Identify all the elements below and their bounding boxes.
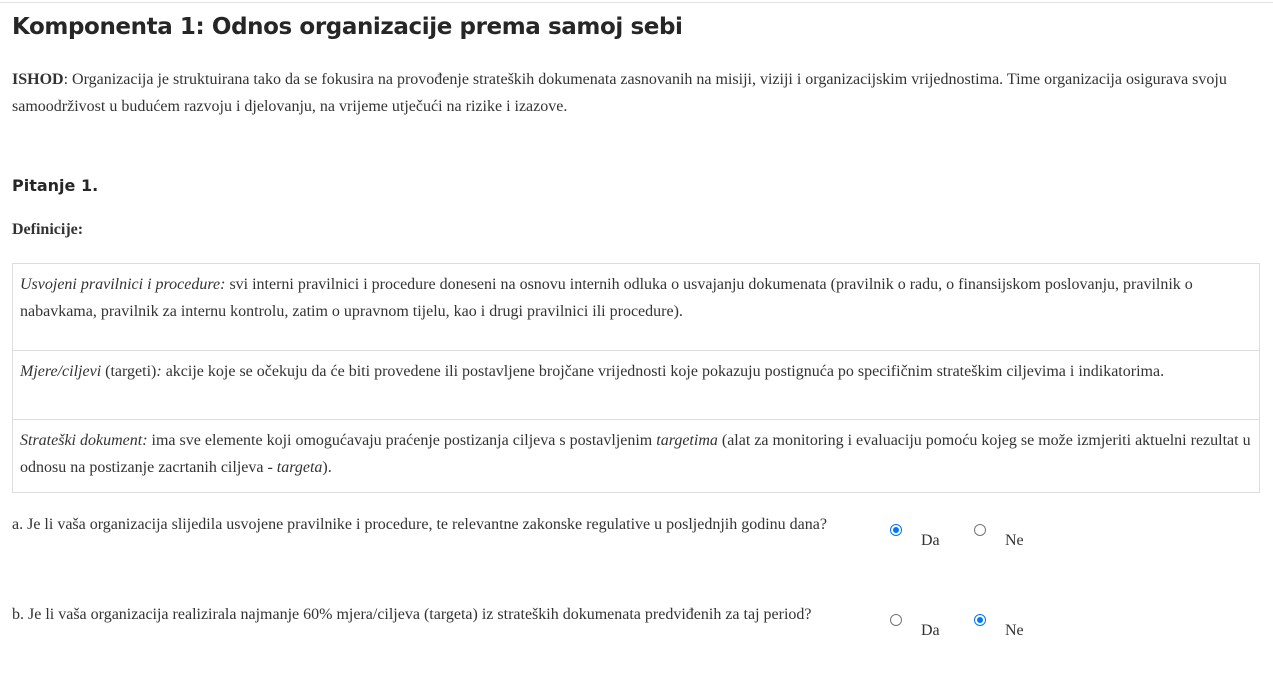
radio-circle-icon[interactable] xyxy=(974,614,986,626)
question-heading: Pitanje 1. xyxy=(12,176,99,195)
definition-cell xyxy=(13,351,1260,420)
definition-emphasis: targeta xyxy=(276,459,323,476)
definition-colon: : xyxy=(156,363,162,380)
definition-emphasis: targetima xyxy=(656,432,718,449)
radio-circle-icon[interactable] xyxy=(890,614,902,626)
definition-text: svi interni pravilnici i procedure doneseni na osnovu internih odluka o usvajanju dokumenata (pravilnik o radu, o finansijskom poslovanju, pravilnik o nabavkama, pravilnik za internu kontrolu, zatim o upravnom tijelu, kao i drugi pravilnici ili procedure). xyxy=(20,276,1193,320)
option-label[interactable]: Ne xyxy=(1005,622,1024,639)
question-a-text: a. Je li vaša organizacija slijedila usvojene pravilnike i procedure, te relevantne zakonske regulative u posljednjih godinu dana? xyxy=(12,516,827,533)
outcome-paragraph xyxy=(12,66,1268,120)
question-a-option-da[interactable] xyxy=(890,521,960,561)
outcome-label: ISHOD xyxy=(12,71,64,88)
outcome-text: : Organizacija je struktuirana tako da se fokusira na provođenje strateških dokumenata zasnovanih na misiji, viziji i organizacijskim vrijednostima. Time organizacija osigurava svoju samoodrživost u budućem razvoju i djelovanju, na vrijeme utječući na rizike i izazove. xyxy=(12,71,1227,115)
definition-row xyxy=(13,351,1260,420)
radio-circle-icon[interactable] xyxy=(974,524,986,536)
definitions-table xyxy=(12,263,1260,493)
top-divider xyxy=(0,2,1273,3)
option-label[interactable]: Ne xyxy=(1005,532,1024,549)
definition-row xyxy=(13,264,1260,351)
definition-text: ima sve elemente koji omogućavaju praćenje postizanja ciljeva s postavljenim xyxy=(147,432,657,449)
page-title: Komponenta 1: Odnos organizacije prema samoj sebi xyxy=(12,14,683,40)
definition-term: Usvojeni pravilnici i procedure: xyxy=(20,276,226,293)
definition-term-suffix: (targeti) xyxy=(101,363,157,380)
definition-cell xyxy=(13,264,1260,351)
definition-term: Mjere/ciljevi xyxy=(20,363,102,380)
definition-cell xyxy=(13,420,1260,493)
definition-text: (alat za monitoring i evaluaciju pomoću kojeg se može izmjeriti aktuelni rezultat u odnosu na postizanje zacrtanih ciljeva - xyxy=(20,432,1251,476)
question-b-option-ne[interactable] xyxy=(974,611,1044,651)
option-label[interactable]: Da xyxy=(921,532,940,549)
definition-text: akcije koje se očekuju da će biti provedene ili postavljene brojčane vrijednosti koje pokazuju postignuća po specifičnim strateškim ciljevima i indikatorima. xyxy=(161,363,1165,380)
definition-term: Strateški dokument: xyxy=(20,432,148,449)
definition-row xyxy=(13,420,1260,493)
definitions-heading: Definicije: xyxy=(12,221,84,238)
radio-circle-icon[interactable] xyxy=(890,524,902,536)
question-a-option-ne[interactable] xyxy=(974,521,1044,561)
option-label[interactable]: Da xyxy=(921,622,940,639)
definition-text: ). xyxy=(322,459,332,476)
question-b-option-da[interactable] xyxy=(890,611,960,651)
question-b-text: b. Je li vaša organizacija realizirala najmanje 60% mjera/ciljeva (targeta) iz strateških dokumenata predviđenih za taj period? xyxy=(12,606,812,623)
